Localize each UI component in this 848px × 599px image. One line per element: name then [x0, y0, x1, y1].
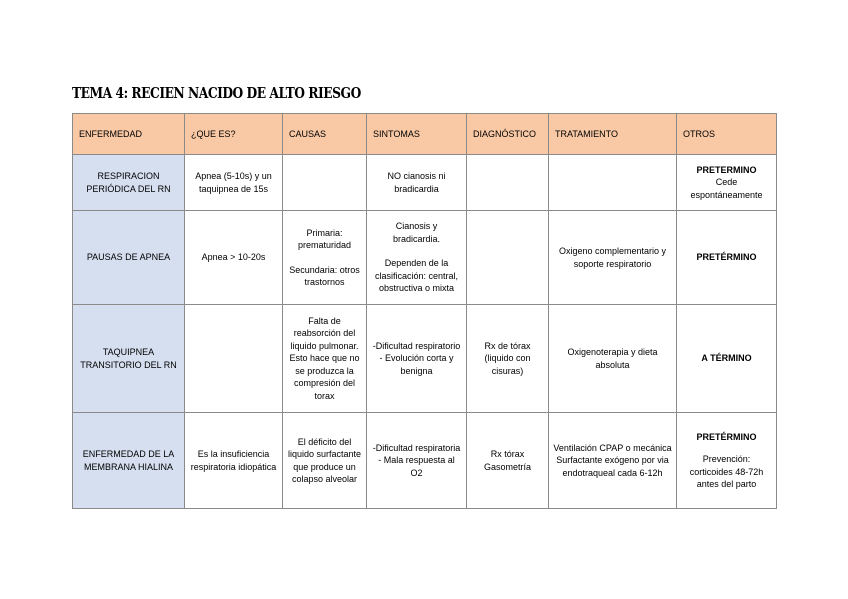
header-que-es: ¿QUE ES? [185, 114, 283, 155]
cell-otros [677, 211, 777, 305]
cell-enfermedad: PAUSAS DE APNEA [73, 211, 185, 305]
header-diagnostico: DIAGNÓSTICO [467, 114, 549, 155]
cell-que-es [185, 305, 283, 413]
cell-que-es: Apnea (5-10s) y un taquipnea de 15s [185, 155, 283, 211]
header-enfermedad: ENFERMEDAD [73, 114, 185, 155]
spacer [681, 443, 772, 453]
diagnostico-1: Rx tórax [490, 449, 525, 459]
cell-tratamiento [549, 155, 677, 211]
tratamiento-1: Ventilación CPAP o mecánica [553, 442, 672, 453]
cell-causas: Falta de reabsorción del liquido pulmonar. Esto hace que no se produzca la compresión del torax [283, 305, 367, 413]
cell-enfermedad: RESPIRACION PERIÓDICA DEL RN [73, 155, 185, 211]
spacer [287, 252, 362, 264]
header-otros: OTROS [677, 114, 777, 155]
otros-tag: A TÉRMINO [701, 353, 752, 364]
table-row [73, 413, 777, 509]
sintoma-1: -Dificultad respiratorio [372, 340, 461, 351]
cell-diagnostico [467, 413, 549, 509]
cell-diagnostico [467, 155, 549, 211]
sintoma-1: -Dificultad respiratoria [372, 442, 461, 453]
header-sintomas: SINTOMAS [367, 114, 467, 155]
table-row [73, 155, 777, 211]
sintoma-2: - Mala respuesta al O2 [378, 455, 455, 478]
cell-sintomas [367, 211, 467, 305]
cell-que-es: Apnea > 10-20s [185, 211, 283, 305]
document-title: TEMA 4: RECIEN NACIDO DE ALTO RIESGO [72, 84, 361, 102]
table-header-row [73, 114, 777, 155]
cell-causas [283, 211, 367, 305]
otros-note: Prevención: corticoides 48-72h antes del parto [689, 454, 764, 489]
causa-primaria: Primaria: prematuridad [297, 227, 352, 250]
otros-note: Cede espontáneamente [690, 177, 763, 200]
cell-causas: El déficito del liquido surfactante que produce un colapso alveolar [283, 413, 367, 509]
sintoma-1: Cianosis y bradicardia. [392, 221, 441, 244]
cell-tratamiento [549, 413, 677, 509]
cell-otros [677, 413, 777, 509]
cell-enfermedad: TAQUIPNEA TRANSITORIO DEL RN [73, 305, 185, 413]
tratamiento-2: Surfactante exógeno por via endotraqueal cada 6-12h [556, 455, 669, 478]
otros-tag: PRETERMINO [696, 164, 757, 175]
table-row [73, 305, 777, 413]
cell-tratamiento: Oxigeno complementario y soporte respiratorio [549, 211, 677, 305]
disease-table [72, 113, 777, 509]
diagnostico-2: Gasometría [483, 461, 532, 472]
cell-diagnostico: Rx de tórax (liquido con cisuras) [467, 305, 549, 413]
spacer [371, 245, 462, 257]
cell-enfermedad: ENFERMEDAD DE LA MEMBRANA HIALINA [73, 413, 185, 509]
cell-otros [677, 155, 777, 211]
cell-sintomas: NO cianosis ni bradicardia [367, 155, 467, 211]
cell-sintomas [367, 305, 467, 413]
cell-que-es: Es la insuficiencia respiratoria idiopática [185, 413, 283, 509]
causa-secundaria: Secundaria: otros trastornos [289, 264, 360, 287]
sintoma-2: Dependen de la clasificación: central, obstructiva o mixta [374, 258, 459, 294]
otros-tag: PRETÉRMINO [696, 252, 757, 263]
header-causas: CAUSAS [283, 114, 367, 155]
cell-tratamiento: Oxigenoterapia y dieta absoluta [549, 305, 677, 413]
cell-otros [677, 305, 777, 413]
table-row [73, 211, 777, 305]
cell-causas [283, 155, 367, 211]
otros-tag: PRETÉRMINO [696, 431, 757, 442]
header-tratamiento: TRATAMIENTO [549, 114, 677, 155]
cell-sintomas [367, 413, 467, 509]
cell-diagnostico [467, 211, 549, 305]
sintoma-2: - Evolución corta y benigna [379, 353, 454, 376]
